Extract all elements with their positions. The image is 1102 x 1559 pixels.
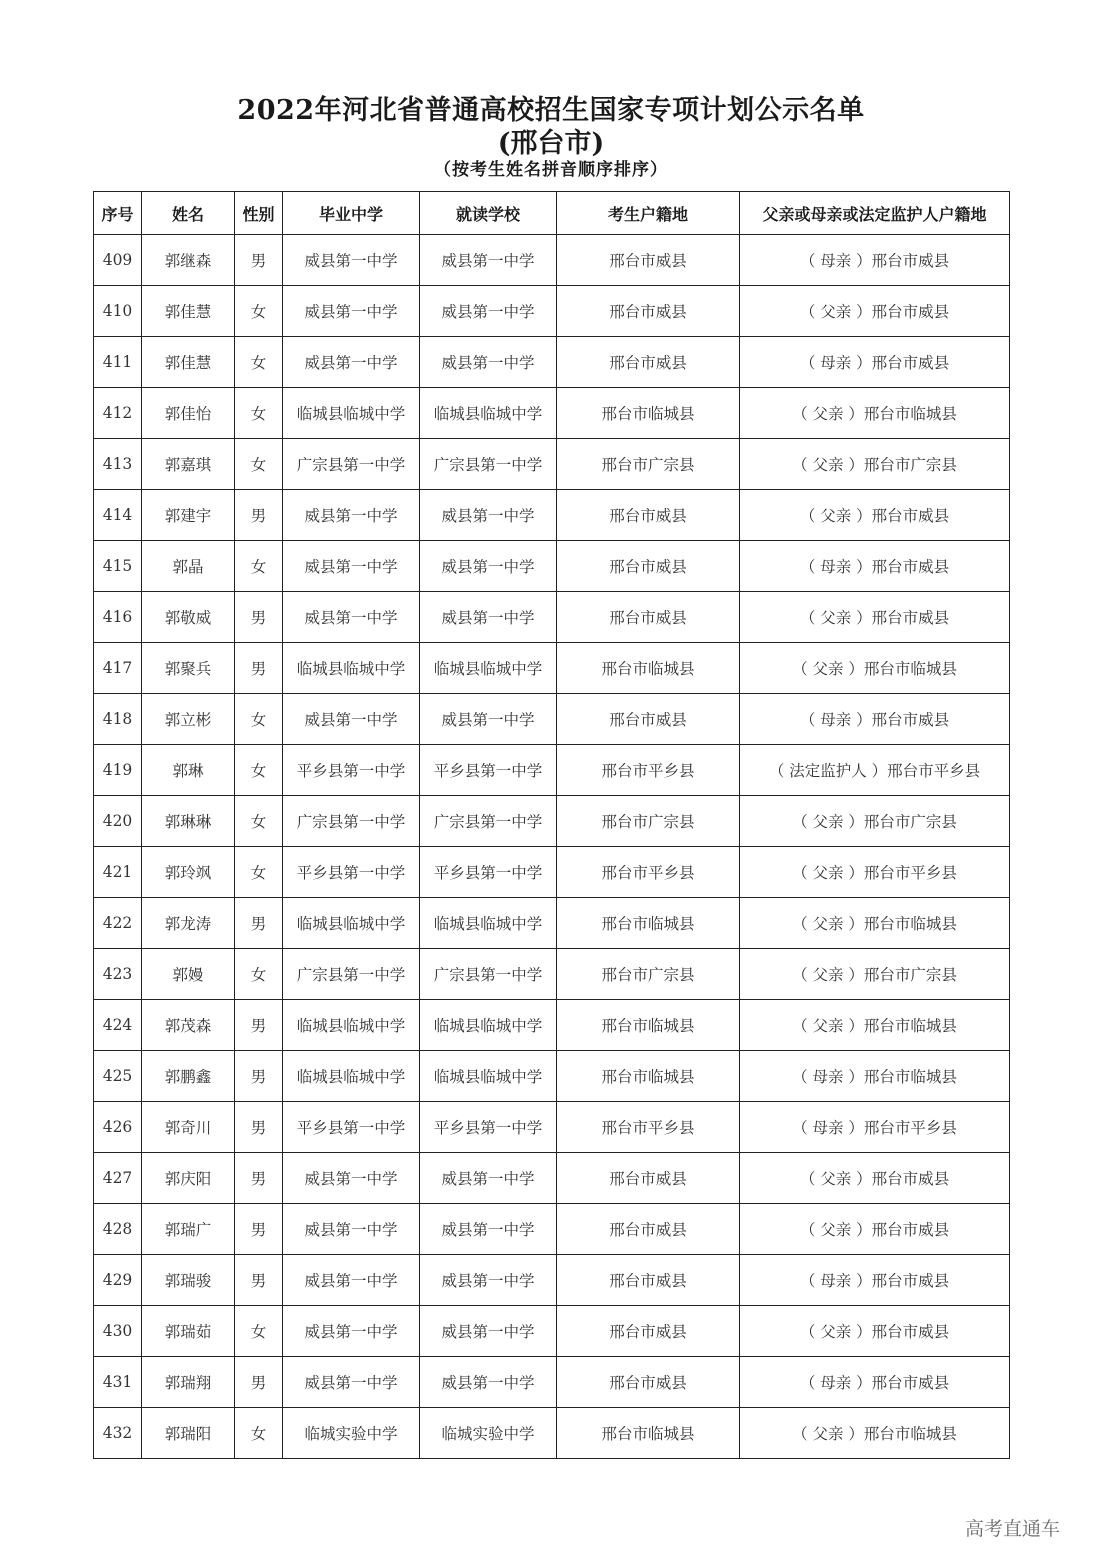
cell-current-school: 威县第一中学 — [420, 490, 557, 541]
cell-gender: 男 — [235, 1000, 283, 1051]
cell-current-school: 威县第一中学 — [420, 1255, 557, 1306]
cell-guardian-residence: （ 父亲 ）邢台市临城县 — [740, 643, 1010, 694]
header-col-graduated-school: 毕业中学 — [283, 192, 420, 235]
cell-current-school: 广宗县第一中学 — [420, 949, 557, 1000]
cell-student-name: 郭龙涛 — [142, 898, 235, 949]
cell-graduated-school: 平乡县第一中学 — [283, 847, 420, 898]
table-row — [94, 1408, 1010, 1459]
cell-guardian-residence: （ 法定监护人 ）邢台市平乡县 — [740, 745, 1010, 796]
cell-graduated-school: 威县第一中学 — [283, 337, 420, 388]
cell-guardian-residence: （ 母亲 ）邢台市平乡县 — [740, 1102, 1010, 1153]
cell-graduated-school: 临城县临城中学 — [283, 898, 420, 949]
cell-student-residence: 邢台市广宗县 — [557, 796, 740, 847]
cell-current-school: 威县第一中学 — [420, 1357, 557, 1408]
cell-gender: 男 — [235, 1255, 283, 1306]
cell-graduated-school: 威县第一中学 — [283, 1357, 420, 1408]
cell-guardian-residence: （ 父亲 ）邢台市广宗县 — [740, 796, 1010, 847]
cell-student-residence: 邢台市平乡县 — [557, 745, 740, 796]
cell-row-index: 417 — [94, 643, 142, 694]
table-row — [94, 694, 1010, 745]
cell-graduated-school: 威县第一中学 — [283, 541, 420, 592]
cell-row-index: 415 — [94, 541, 142, 592]
cell-gender: 女 — [235, 1306, 283, 1357]
cell-student-name: 郭琳琳 — [142, 796, 235, 847]
cell-row-index: 413 — [94, 439, 142, 490]
cell-guardian-residence: （ 母亲 ）邢台市威县 — [740, 337, 1010, 388]
cell-student-residence: 邢台市临城县 — [557, 1051, 740, 1102]
cell-student-residence: 邢台市威县 — [557, 1255, 740, 1306]
cell-current-school: 广宗县第一中学 — [420, 796, 557, 847]
cell-student-name: 郭瑞翔 — [142, 1357, 235, 1408]
cell-graduated-school: 广宗县第一中学 — [283, 439, 420, 490]
header-col-gender: 性别 — [235, 192, 283, 235]
cell-current-school: 临城县临城中学 — [420, 643, 557, 694]
cell-gender: 女 — [235, 337, 283, 388]
cell-student-residence: 邢台市临城县 — [557, 1000, 740, 1051]
document-title: 2022年河北省普通高校招生国家专项计划公示名单 — [237, 95, 865, 126]
table-row — [94, 337, 1010, 388]
cell-student-name: 郭琳 — [142, 745, 235, 796]
cell-row-index: 418 — [94, 694, 142, 745]
table-row — [94, 1102, 1010, 1153]
cell-row-index: 425 — [94, 1051, 142, 1102]
table-row — [94, 1153, 1010, 1204]
cell-student-name: 郭建宇 — [142, 490, 235, 541]
cell-student-residence: 邢台市威县 — [557, 592, 740, 643]
cell-row-index: 416 — [94, 592, 142, 643]
cell-student-residence: 邢台市威县 — [557, 235, 740, 286]
table-body — [94, 235, 1010, 1459]
cell-row-index: 414 — [94, 490, 142, 541]
cell-student-name: 郭继森 — [142, 235, 235, 286]
cell-row-index: 429 — [94, 1255, 142, 1306]
cell-gender: 女 — [235, 388, 283, 439]
cell-current-school: 平乡县第一中学 — [420, 745, 557, 796]
cell-gender: 女 — [235, 541, 283, 592]
cell-student-residence: 邢台市威县 — [557, 1204, 740, 1255]
cell-graduated-school: 威县第一中学 — [283, 1255, 420, 1306]
table-row — [94, 1204, 1010, 1255]
cell-gender: 女 — [235, 949, 283, 1000]
cell-student-residence: 邢台市威县 — [557, 694, 740, 745]
table-row — [94, 439, 1010, 490]
cell-current-school: 临城县临城中学 — [420, 1000, 557, 1051]
cell-current-school: 威县第一中学 — [420, 1204, 557, 1255]
cell-graduated-school: 临城实验中学 — [283, 1408, 420, 1459]
table-row — [94, 949, 1010, 1000]
cell-gender: 男 — [235, 1204, 283, 1255]
cell-row-index: 422 — [94, 898, 142, 949]
table-row — [94, 490, 1010, 541]
table-row — [94, 541, 1010, 592]
cell-student-residence: 邢台市威县 — [557, 337, 740, 388]
table-row — [94, 235, 1010, 286]
cell-student-residence: 邢台市威县 — [557, 286, 740, 337]
cell-gender: 女 — [235, 694, 283, 745]
cell-student-name: 郭瑞茹 — [142, 1306, 235, 1357]
cell-current-school: 临城实验中学 — [420, 1408, 557, 1459]
cell-gender: 男 — [235, 1357, 283, 1408]
cell-current-school: 平乡县第一中学 — [420, 847, 557, 898]
cell-student-name: 郭嫚 — [142, 949, 235, 1000]
header-col-name: 姓名 — [142, 192, 235, 235]
cell-gender: 男 — [235, 1051, 283, 1102]
cell-current-school: 威县第一中学 — [420, 1306, 557, 1357]
cell-student-name: 郭奇川 — [142, 1102, 235, 1153]
cell-row-index: 409 — [94, 235, 142, 286]
cell-graduated-school: 临城县临城中学 — [283, 388, 420, 439]
cell-graduated-school: 平乡县第一中学 — [283, 1102, 420, 1153]
cell-current-school: 平乡县第一中学 — [420, 1102, 557, 1153]
cell-student-residence: 邢台市平乡县 — [557, 1102, 740, 1153]
cell-student-residence: 邢台市威县 — [557, 1153, 740, 1204]
cell-student-name: 郭敬威 — [142, 592, 235, 643]
cell-student-name: 郭晶 — [142, 541, 235, 592]
cell-gender: 女 — [235, 286, 283, 337]
cell-gender: 女 — [235, 439, 283, 490]
cell-row-index: 430 — [94, 1306, 142, 1357]
cell-row-index: 428 — [94, 1204, 142, 1255]
cell-student-residence: 邢台市平乡县 — [557, 847, 740, 898]
cell-current-school: 广宗县第一中学 — [420, 439, 557, 490]
cell-graduated-school: 平乡县第一中学 — [283, 745, 420, 796]
cell-gender: 女 — [235, 847, 283, 898]
cell-graduated-school: 威县第一中学 — [283, 490, 420, 541]
cell-graduated-school: 威县第一中学 — [283, 694, 420, 745]
cell-student-residence: 邢台市广宗县 — [557, 949, 740, 1000]
cell-student-name: 郭瑞阳 — [142, 1408, 235, 1459]
table-row — [94, 592, 1010, 643]
table-header-row — [94, 192, 1010, 235]
cell-gender: 男 — [235, 1153, 283, 1204]
cell-student-name: 郭嘉琪 — [142, 439, 235, 490]
cell-student-residence: 邢台市威县 — [557, 1306, 740, 1357]
cell-graduated-school: 广宗县第一中学 — [283, 949, 420, 1000]
table-row — [94, 1051, 1010, 1102]
table-row — [94, 745, 1010, 796]
cell-graduated-school: 威县第一中学 — [283, 1306, 420, 1357]
cell-guardian-residence: （ 父亲 ）邢台市威县 — [740, 286, 1010, 337]
cell-graduated-school: 威县第一中学 — [283, 592, 420, 643]
cell-gender: 女 — [235, 1408, 283, 1459]
cell-guardian-residence: （ 父亲 ）邢台市广宗县 — [740, 949, 1010, 1000]
cell-current-school: 临城县临城中学 — [420, 898, 557, 949]
table-row — [94, 286, 1010, 337]
cell-student-residence: 邢台市临城县 — [557, 1408, 740, 1459]
cell-student-residence: 邢台市临城县 — [557, 643, 740, 694]
cell-guardian-residence: （ 父亲 ）邢台市临城县 — [740, 388, 1010, 439]
cell-current-school: 威县第一中学 — [420, 1153, 557, 1204]
cell-guardian-residence: （ 父亲 ）邢台市威县 — [740, 1306, 1010, 1357]
document-subtitle: (邢台市) — [497, 128, 605, 159]
header-col-current-school: 就读学校 — [420, 192, 557, 235]
cell-current-school: 临城县临城中学 — [420, 1051, 557, 1102]
cell-graduated-school: 威县第一中学 — [283, 1204, 420, 1255]
cell-row-index: 411 — [94, 337, 142, 388]
cell-student-residence: 邢台市威县 — [557, 490, 740, 541]
cell-gender: 男 — [235, 235, 283, 286]
cell-row-index: 412 — [94, 388, 142, 439]
cell-guardian-residence: （ 父亲 ）邢台市临城县 — [740, 898, 1010, 949]
cell-guardian-residence: （ 母亲 ）邢台市威县 — [740, 1357, 1010, 1408]
cell-guardian-residence: （ 母亲 ）邢台市威县 — [740, 1255, 1010, 1306]
cell-guardian-residence: （ 父亲 ）邢台市广宗县 — [740, 439, 1010, 490]
table-row — [94, 643, 1010, 694]
cell-graduated-school: 广宗县第一中学 — [283, 796, 420, 847]
cell-row-index: 423 — [94, 949, 142, 1000]
cell-guardian-residence: （ 父亲 ）邢台市威县 — [740, 1153, 1010, 1204]
cell-student-residence: 邢台市临城县 — [557, 898, 740, 949]
cell-guardian-residence: （ 母亲 ）邢台市临城县 — [740, 1051, 1010, 1102]
cell-gender: 女 — [235, 796, 283, 847]
cell-current-school: 威县第一中学 — [420, 337, 557, 388]
cell-current-school: 威县第一中学 — [420, 592, 557, 643]
table-row — [94, 796, 1010, 847]
cell-row-index: 427 — [94, 1153, 142, 1204]
cell-graduated-school: 威县第一中学 — [283, 235, 420, 286]
cell-current-school: 威县第一中学 — [420, 235, 557, 286]
cell-gender: 男 — [235, 898, 283, 949]
header-col-guardian-residence: 父亲或母亲或法定监护人户籍地 — [740, 192, 1010, 235]
cell-guardian-residence: （ 父亲 ）邢台市临城县 — [740, 1408, 1010, 1459]
cell-student-name: 郭庆阳 — [142, 1153, 235, 1204]
cell-student-residence: 邢台市临城县 — [557, 388, 740, 439]
table-row — [94, 898, 1010, 949]
table-row — [94, 1255, 1010, 1306]
cell-student-name: 郭佳怡 — [142, 388, 235, 439]
cell-gender: 男 — [235, 490, 283, 541]
cell-current-school: 威县第一中学 — [420, 694, 557, 745]
cell-current-school: 临城县临城中学 — [420, 388, 557, 439]
cell-student-name: 郭鹏鑫 — [142, 1051, 235, 1102]
cell-row-index: 431 — [94, 1357, 142, 1408]
cell-guardian-residence: （ 母亲 ）邢台市威县 — [740, 235, 1010, 286]
table-row — [94, 388, 1010, 439]
cell-guardian-residence: （ 母亲 ）邢台市威县 — [740, 694, 1010, 745]
cell-current-school: 威县第一中学 — [420, 541, 557, 592]
cell-row-index: 419 — [94, 745, 142, 796]
cell-student-name: 郭立彬 — [142, 694, 235, 745]
table-row — [94, 1306, 1010, 1357]
cell-row-index: 421 — [94, 847, 142, 898]
cell-current-school: 威县第一中学 — [420, 286, 557, 337]
cell-row-index: 424 — [94, 1000, 142, 1051]
cell-guardian-residence: （ 父亲 ）邢台市威县 — [740, 490, 1010, 541]
roster-table — [93, 191, 1010, 1459]
cell-student-name: 郭瑞广 — [142, 1204, 235, 1255]
cell-row-index: 420 — [94, 796, 142, 847]
cell-guardian-residence: （ 父亲 ）邢台市威县 — [740, 1204, 1010, 1255]
cell-student-name: 郭佳慧 — [142, 286, 235, 337]
cell-student-name: 郭玲飒 — [142, 847, 235, 898]
cell-guardian-residence: （ 父亲 ）邢台市平乡县 — [740, 847, 1010, 898]
cell-student-name: 郭聚兵 — [142, 643, 235, 694]
cell-graduated-school: 临城县临城中学 — [283, 1051, 420, 1102]
cell-gender: 男 — [235, 1102, 283, 1153]
cell-graduated-school: 临城县临城中学 — [283, 643, 420, 694]
cell-student-residence: 邢台市威县 — [557, 541, 740, 592]
cell-student-residence: 邢台市广宗县 — [557, 439, 740, 490]
cell-row-index: 410 — [94, 286, 142, 337]
cell-gender: 男 — [235, 643, 283, 694]
cell-student-name: 郭佳慧 — [142, 337, 235, 388]
cell-row-index: 432 — [94, 1408, 142, 1459]
table-row — [94, 1000, 1010, 1051]
watermark: 高考直通车 — [965, 1518, 1061, 1540]
table-row — [94, 847, 1010, 898]
cell-gender: 女 — [235, 745, 283, 796]
cell-guardian-residence: （ 母亲 ）邢台市威县 — [740, 541, 1010, 592]
cell-gender: 男 — [235, 592, 283, 643]
cell-graduated-school: 威县第一中学 — [283, 286, 420, 337]
cell-guardian-residence: （ 父亲 ）邢台市威县 — [740, 592, 1010, 643]
cell-student-name: 郭瑞骏 — [142, 1255, 235, 1306]
cell-student-residence: 邢台市威县 — [557, 1357, 740, 1408]
cell-guardian-residence: （ 父亲 ）邢台市临城县 — [740, 1000, 1010, 1051]
header-col-student-residence: 考生户籍地 — [557, 192, 740, 235]
cell-graduated-school: 威县第一中学 — [283, 1153, 420, 1204]
header-col-index: 序号 — [94, 192, 142, 235]
cell-graduated-school: 临城县临城中学 — [283, 1000, 420, 1051]
cell-row-index: 426 — [94, 1102, 142, 1153]
sort-note: （按考生姓名拼音顺序排序） — [434, 160, 668, 180]
table-row — [94, 1357, 1010, 1408]
cell-student-name: 郭茂森 — [142, 1000, 235, 1051]
